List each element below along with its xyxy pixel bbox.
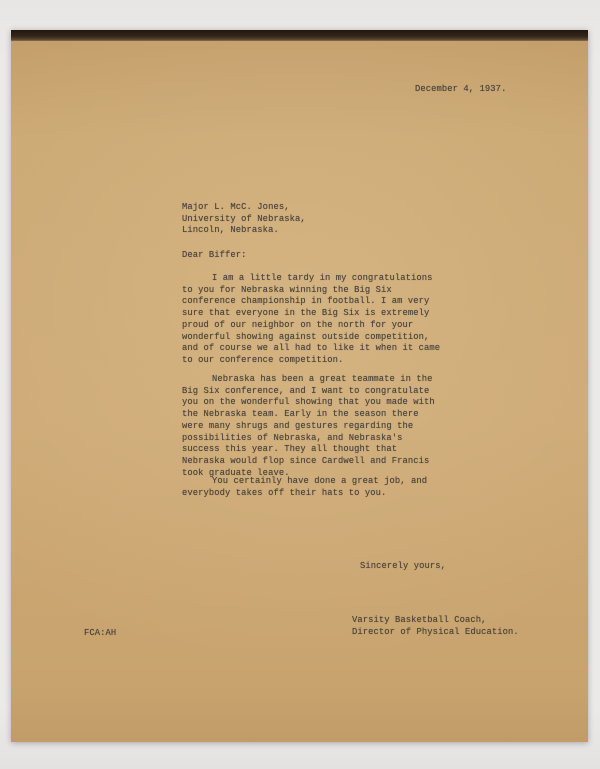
closing: Sincerely yours, xyxy=(360,561,447,571)
recipient-address xyxy=(182,202,306,237)
address-line-2: University of Nebraska, xyxy=(182,213,306,224)
body-paragraph-1: I am a little tardy in my congratulations to you for Nebraska winning the Big Six conference championship in football. I am very sure that everyone in the Big Six is extremely proud of our neighbor on the north for your wonderful showing against outside competition, and of course we all had to like it when it came to our conference competition. xyxy=(182,273,441,365)
salutation: Dear Biffer: xyxy=(182,250,247,260)
body-paragraph-2: Nebraska has been a great teammate in the Big Six conference, and I want to congratulate you on the wonderful showing that you made with the Nebraska team. Early in the season there were many shrugs and gestures regarding the possibilities of Nebraska, and Nebraska's success this year. They all thought that Nebraska would flop since Cardwell and Francis took graduate leave. xyxy=(182,374,435,478)
typist-initials: FCA:AH xyxy=(84,628,117,638)
top-edge-strip xyxy=(11,30,588,41)
letter-paper xyxy=(11,30,588,742)
body-paragraph-3: You certainly have done a great job, and everybody takes off their hats to you. xyxy=(182,476,428,498)
signature-title-line-1: Varsity Basketball Coach, xyxy=(352,615,487,625)
signature-title-line-2: Director of Physical Education. xyxy=(352,626,519,637)
signature-block xyxy=(352,615,519,638)
letter-date: December 4, 1937. xyxy=(415,84,507,94)
address-line-1: Major L. McC. Jones, xyxy=(182,202,290,212)
address-line-3: Lincoln, Nebraska. xyxy=(182,225,279,236)
